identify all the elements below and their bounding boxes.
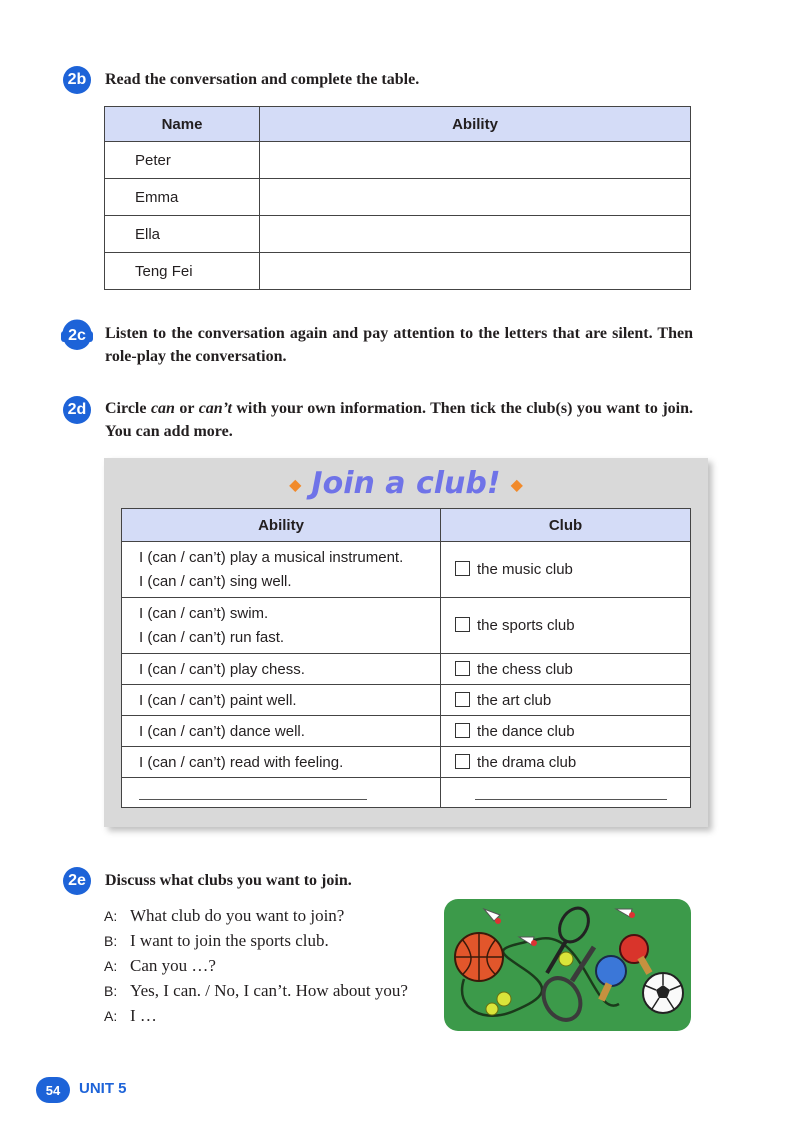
unit-label: UNIT 5 [79,1080,127,1097]
diamond-icon: ◆ [510,475,523,494]
ability-answer-cell[interactable] [260,216,691,253]
name-ability-table [104,106,691,290]
soccer-ball-icon [643,973,683,1013]
instruction-2c: Listen to the conversation again and pay attention to the letters that are silent. Then role-play the conversation. [105,325,693,365]
shuttlecock-icon [519,937,537,946]
ability-option[interactable]: I (can / can’t) sing well. [139,572,292,590]
club-label: the music club [477,561,573,578]
page-number: 54 [36,1077,70,1103]
club-cell [441,685,691,716]
ability-answer-cell[interactable] [260,179,691,216]
section-badge-2c: 2c [63,322,91,350]
name-cell: Teng Fei [105,253,260,290]
club-cell [441,598,691,654]
blank-club-line[interactable] [441,778,691,808]
table-row [122,778,691,808]
panel-title: ◆ Join a club! ◆ [289,466,523,501]
checkbox-art-club[interactable] [455,692,470,707]
ability-cell [122,598,441,654]
ability-option[interactable]: I (can / can’t) play a musical instrument. [139,548,404,566]
dialog-line: B: I want to join the sports club. [104,931,329,950]
table-row [122,716,691,747]
ability-cell [122,542,441,598]
club-label: the dance club [477,722,575,740]
ability-option[interactable]: I (can / can’t) read with feeling. [139,753,344,771]
ability-option[interactable]: I (can / can’t) paint well. [139,691,297,709]
tennis-ball-icon [497,992,511,1006]
table-row [122,542,691,598]
club-cell [441,542,691,598]
header-ability: Ability [260,107,691,142]
ability-cell [122,685,441,716]
section-badge-2d: 2d [63,396,91,424]
shuttlecock-icon [616,909,635,918]
ability-answer-cell[interactable] [260,142,691,179]
name-cell: Peter [105,142,260,179]
table-row [105,253,691,290]
club-label: the drama club [477,753,577,771]
table-row [122,685,691,716]
word-can: can [150,400,175,417]
table-row [122,654,691,685]
table-row [105,142,691,179]
name-cell: Emma [105,179,260,216]
join-club-panel [104,458,708,827]
club-label: the sports club [477,617,575,634]
checkbox-chess-club[interactable] [455,661,470,676]
tennis-ball-icon [486,1003,498,1015]
tennis-ball-icon [559,952,573,966]
dialog-line: B: Yes, I can. / No, I can’t. How about you? [104,981,408,1000]
ability-cell [122,654,441,685]
table-row [122,747,691,778]
table-row [122,598,691,654]
club-label: the chess club [477,660,573,678]
diamond-icon: ◆ [289,475,302,494]
club-cell [441,654,691,685]
dialog-line: A: Can you …? [104,956,216,975]
instruction-2e: Discuss what clubs you want to join. [105,872,352,889]
checkbox-dance-club[interactable] [455,723,470,738]
ability-cell [122,747,441,778]
ability-option[interactable]: I (can / can’t) swim. [139,604,269,622]
section-badge-2b: 2b [63,66,91,94]
ability-club-table [121,508,691,808]
checkbox-sports-club[interactable] [455,617,470,632]
ability-answer-cell[interactable] [260,253,691,290]
instruction-2d: Circle can or can’t with your own information. Then tick the club(s) you want to join. You can add more. [105,400,694,440]
checkbox-drama-club[interactable] [455,754,470,769]
blank-ability-line[interactable] [122,778,441,808]
ability-option[interactable]: I (can / can’t) dance well. [139,722,305,740]
sports-equipment-illustration [444,899,691,1031]
ability-option[interactable]: I (can / can’t) play chess. [139,660,305,678]
word-cant: can’t [198,400,232,417]
ping-pong-paddle-icon [596,956,626,1002]
club-label: the art club [477,691,552,709]
ability-cell [122,716,441,747]
table-row [105,216,691,253]
instruction-2b: Read the conversation and complete the table. [105,71,420,88]
checkbox-music-club[interactable] [455,561,470,576]
dialog-line: A: What club do you want to join? [104,906,345,925]
basketball-icon [455,933,503,981]
header-club: Club [441,509,691,542]
dialog-line: A: I … [104,1006,157,1025]
club-cell [441,747,691,778]
header-ability: Ability [122,509,441,542]
table-row [105,179,691,216]
ability-option[interactable]: I (can / can’t) run fast. [139,628,285,646]
club-cell [441,716,691,747]
shuttlecock-icon [484,909,501,924]
header-name: Name [105,107,260,142]
section-badge-2e: 2e [63,867,91,895]
name-cell: Ella [105,216,260,253]
